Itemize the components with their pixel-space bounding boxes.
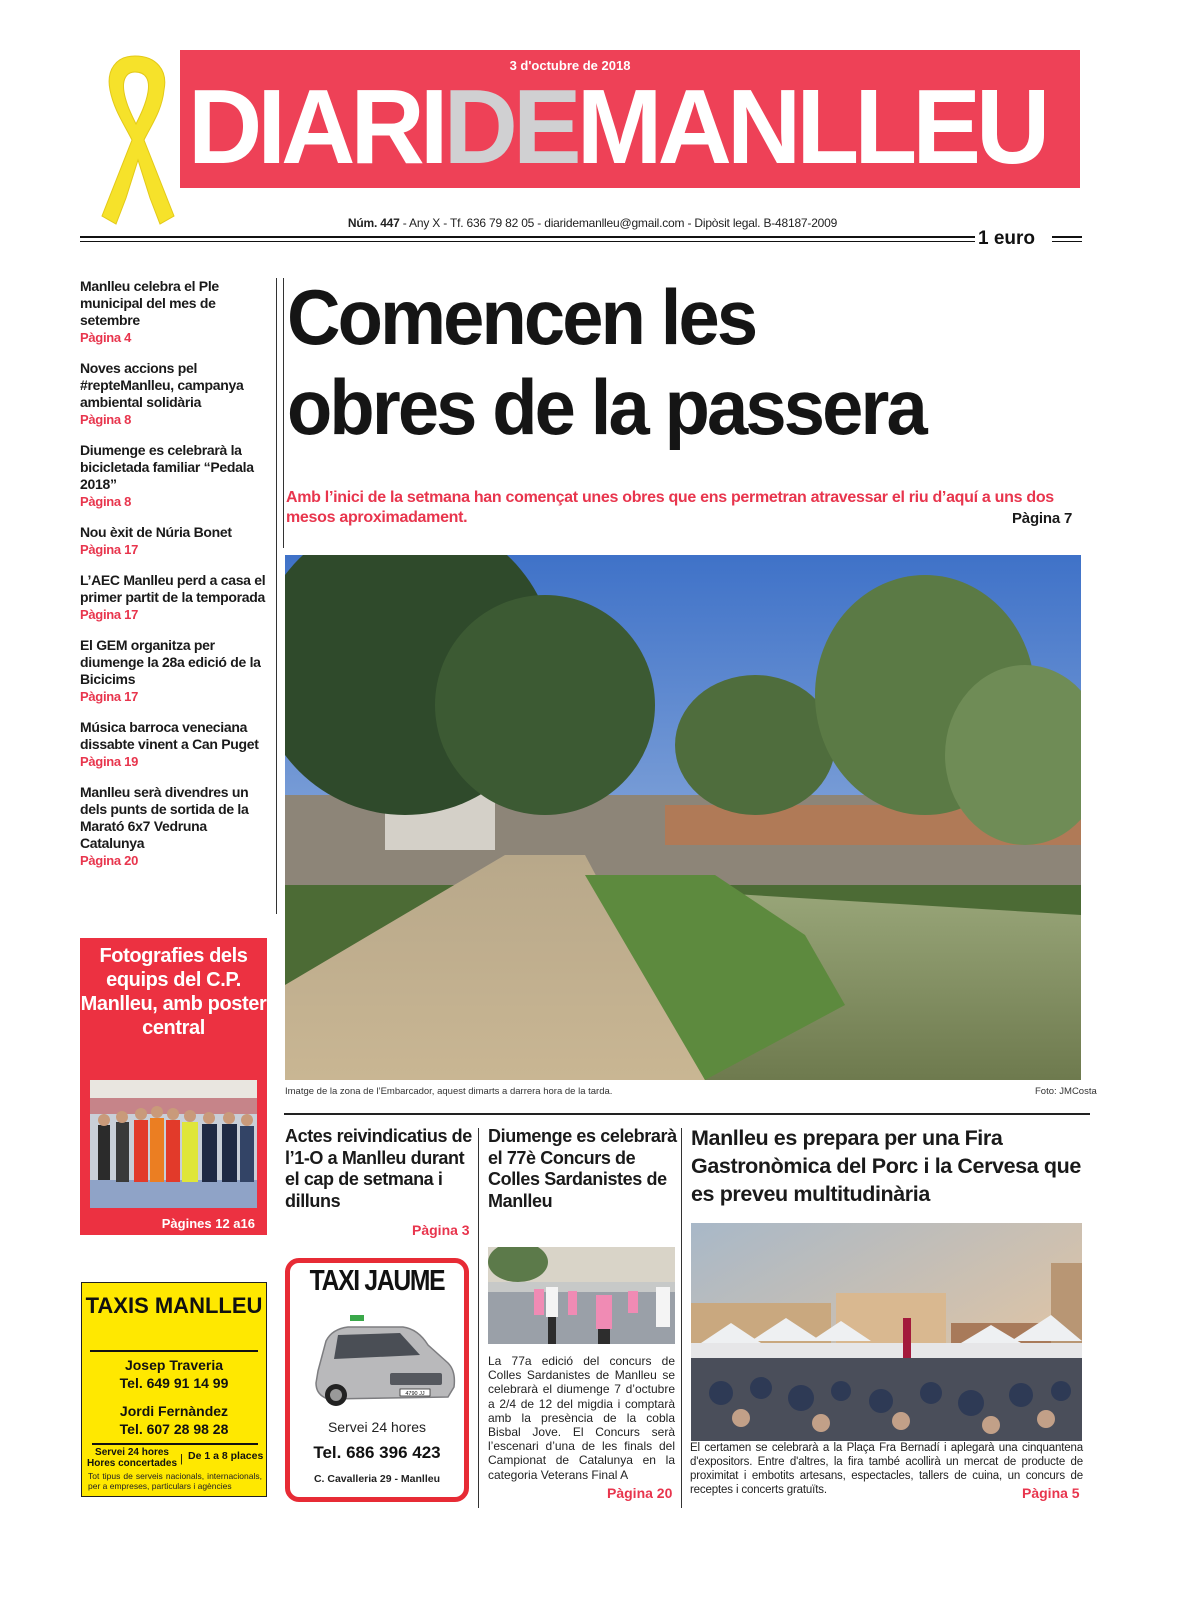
lead-standfirst: Amb l’inici de la setmana han començat unes obres que ens permetran atravessar el riu d’aquí a uns dos mesos aproximadament. — [286, 489, 1054, 526]
column-divider — [276, 278, 277, 914]
brief-title: Manlleu celebra el Ple municipal del mes de setembre — [80, 278, 219, 328]
license-plate: 4790 JJ — [405, 1391, 425, 1397]
brief-page: Pàgina 8 — [80, 494, 132, 509]
brief-page: Pàgina 17 — [80, 689, 138, 704]
ad-title: TAXI JAUME — [309, 1265, 445, 1297]
contact-name: Josep Traveria — [124, 1357, 224, 1373]
contact-name: Jordi Fernàndez — [119, 1403, 229, 1419]
car-icon — [308, 1311, 458, 1411]
brief-title: Diumenge es celebrarà la bicicletada familiar “Pedala 2018” — [80, 442, 254, 492]
contact-phone[interactable]: Tel. 607 28 98 28 — [119, 1421, 229, 1437]
fine-print: Tot tipus de serveis nacionals, internacionals, per a empreses, particulars i agències — [88, 1471, 262, 1491]
lead-photo — [285, 555, 1081, 1080]
logo-manlleu: MANLLEU — [576, 68, 1046, 186]
promo-box[interactable] — [80, 938, 267, 1235]
photo-caption: Imatge de la zona de l’Embarcador, aquest dimarts a darrera hora de la tarda. — [285, 1086, 613, 1097]
ad-title: TAXIS MANLLEU — [85, 1293, 263, 1318]
separator: - — [684, 216, 695, 230]
service-line: Servei 24 hores — [95, 1447, 169, 1458]
header-rule — [80, 236, 975, 242]
headline-line: Comencen les — [287, 273, 756, 361]
ad-divider — [92, 1443, 258, 1445]
brief-title: El GEM organitza per diumenge la 28a edició de la Bicicims — [80, 637, 261, 687]
address: C. Cavalleria 29 - Manlleu — [313, 1473, 441, 1485]
masthead-banner — [180, 50, 1080, 188]
brief-item[interactable] — [80, 719, 270, 770]
story-headline[interactable]: Manlleu es prepara per una Fira Gastronòmica del Porc i la Cervesa que es preveu multitudinària — [691, 1126, 1081, 1206]
brief-page: Pàgina 17 — [80, 542, 138, 557]
headline-line: obres de la passera — [287, 363, 925, 451]
column-divider — [283, 278, 284, 548]
logo-diari: DIARI — [188, 68, 444, 186]
brief-item[interactable] — [80, 524, 270, 558]
sardana-photo — [488, 1247, 675, 1344]
contact-phone[interactable]: Tel. 686 396 423 — [313, 1443, 441, 1462]
briefs-column — [80, 278, 270, 883]
promo-pages: Pàgines 12 a16 — [161, 1216, 255, 1231]
contact-phone[interactable]: Tel. 649 91 14 99 — [119, 1375, 229, 1391]
legal-deposit: Dipòsit legal. B-48187-2009 — [694, 216, 838, 230]
fair-photo — [691, 1223, 1082, 1441]
issue-date: 3 d'octubre de 2018 — [509, 58, 631, 73]
separator: - — [399, 216, 410, 230]
brief-page: Pàgina 8 — [80, 412, 132, 427]
price: 1 euro — [978, 228, 1036, 249]
newspaper-logo[interactable] — [188, 68, 1046, 186]
story-headline[interactable]: Actes reivindicatius de l’1-O a Manlleu durant el cap de setmana i dilluns — [285, 1126, 472, 1211]
column-divider — [681, 1128, 682, 1508]
service-hours — [87, 1447, 177, 1469]
brief-page: Pàgina 20 — [80, 853, 138, 868]
brief-page: Pàgina 17 — [80, 607, 138, 622]
story-page-ref[interactable]: Pàgina 20 — [607, 1485, 673, 1501]
brief-item[interactable] — [80, 572, 270, 623]
lead-page-ref[interactable]: Pàgina 7 — [1012, 510, 1073, 527]
story-body: El certamen se celebrarà a la Plaça Fra Bernadí i aplegarà una cinquantena d'expositors. Entre d'altres, la fira també acollirà un mercat de producte de proximitat i embotits artesans, espectacles, tallers de cuina, un concurs de receptes i concerts gratuïts. — [690, 1442, 1083, 1496]
ad-divider — [90, 1350, 258, 1352]
brief-title: Manlleu serà divendres un dels punts de sortida de la Marató 6x7 Vedruna Catalunya — [80, 784, 249, 851]
yellow-ribbon-icon — [88, 48, 183, 233]
brief-page: Pàgina 4 — [80, 330, 132, 345]
taxi-jaume-ad[interactable] — [285, 1258, 469, 1502]
lead-headline[interactable] — [287, 272, 1047, 452]
brief-item[interactable] — [80, 637, 270, 705]
service-line: Hores concertades — [87, 1458, 178, 1469]
story-body: La 77a edició del concurs de Colles Sardanistes de Manlleu se celebrarà el diumenge 7 d’octubre a 2/4 de 12 del migdia i comptarà amb la presència de la cobla Bisbal Jove. El Concurs serà l’escenari d’una de les finals del Campionat de Catalunya en la categoria Veterans Final A — [488, 1354, 675, 1482]
brief-item[interactable] — [80, 278, 270, 346]
separator: | — [180, 1453, 183, 1465]
capacity: De 1 a 8 places — [188, 1450, 264, 1462]
brief-title: Noves accions pel #repteManlleu, campanya ambiental solidària — [80, 360, 244, 410]
story-page-ref[interactable]: Pàgina 3 — [412, 1222, 470, 1238]
brief-item[interactable] — [80, 784, 270, 869]
brief-item[interactable] — [80, 360, 270, 428]
year: Any X — [409, 216, 441, 230]
column-divider — [478, 1128, 479, 1508]
logo-de: DE — [443, 68, 577, 186]
brief-title: Nou èxit de Núria Bonet — [80, 524, 232, 540]
separator: - — [534, 216, 545, 230]
promo-title: Fotografies dels equips del C.P. Manlleu, amb poster central — [80, 945, 267, 1039]
brief-item[interactable] — [80, 442, 270, 510]
section-rule — [284, 1113, 1090, 1115]
brief-title: Música barroca veneciana dissabte vinent a Can Puget — [80, 719, 259, 752]
brief-title: L’AEC Manlleu perd a casa el primer partit de la temporada — [80, 572, 266, 605]
photo-credit: Foto: JMCosta — [1035, 1086, 1097, 1097]
team-photo — [90, 1080, 257, 1208]
brief-page: Pàgina 19 — [80, 754, 138, 769]
separator: - — [440, 216, 450, 230]
price-rule — [1052, 236, 1082, 242]
taxis-manlleu-ad[interactable] — [81, 1282, 267, 1497]
email-link[interactable]: diaridemanlleu@gmail.com — [544, 216, 685, 230]
story-page-ref[interactable]: Pàgina 5 — [1022, 1485, 1080, 1501]
issue-number: Núm. 447 — [347, 216, 400, 230]
phone: Tf. 636 79 82 05 — [449, 216, 535, 230]
service-hours: Servei 24 hores — [327, 1419, 427, 1435]
story-headline[interactable]: Diumenge es celebrarà el 77è Concurs de Colles Sardanistes de Manlleu — [488, 1126, 677, 1211]
